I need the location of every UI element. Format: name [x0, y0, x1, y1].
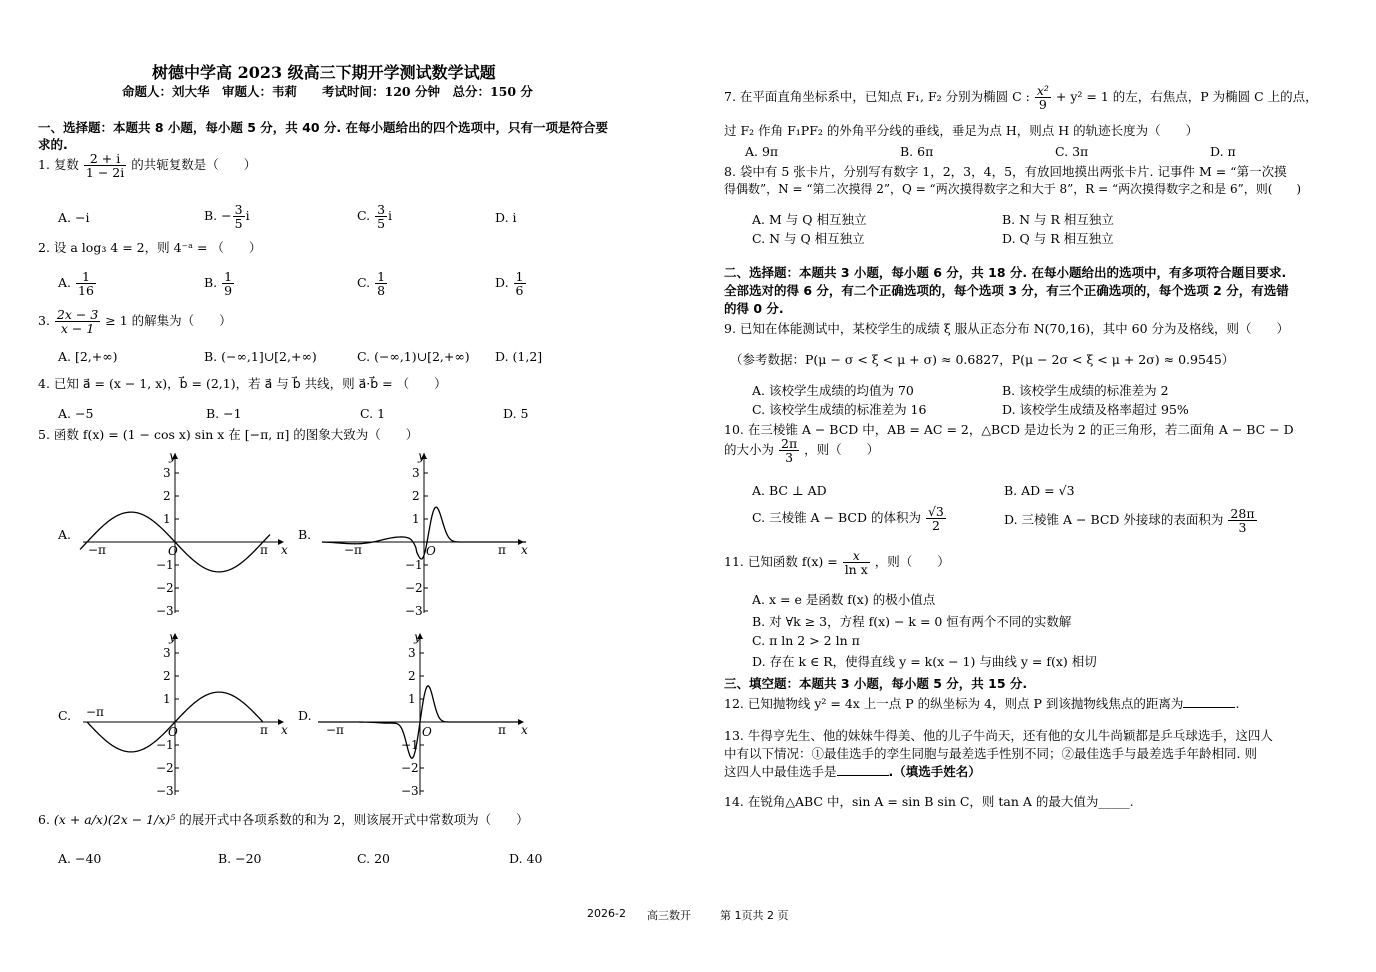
question-1 — [38, 152, 256, 179]
svg-text:1: 1 — [408, 692, 416, 706]
q5-label-b: B. — [298, 527, 312, 542]
svg-text:3: 3 — [412, 466, 420, 480]
q10-option-b: B. AD = √3 — [1004, 483, 1075, 498]
question-13-cont2: 这四人中最佳选手是 .（填选手姓名） — [724, 764, 981, 779]
svg-text:π: π — [260, 723, 268, 737]
tick-3: 3 — [163, 466, 171, 480]
q3-fraction: $\frac{2x - 3}{x - 1}$ — [56, 307, 99, 337]
q5-graph-c — [78, 630, 298, 800]
q3-option-d: D. (1,2] — [495, 349, 543, 364]
question-2: 2. 设 a log₃ 4 = 2，则 4⁻ᵃ = （ ） — [38, 240, 262, 255]
svg-text:O: O — [168, 725, 178, 739]
question-12: 12. 已知抛物线 y² = 4x 上一点 P 的纵坐标为 4，则点 P 到该抛物线焦点的距离为 . — [724, 696, 1240, 711]
question-10-cont: 的大小为 $\frac{2\pi}{3}$ ，则（ ） — [724, 436, 880, 466]
q6-option-b: B. −20 — [218, 851, 262, 866]
tick-m1: −1 — [156, 558, 174, 572]
q9-option-b: B. 该校学生成绩的标准差为 2 — [1002, 383, 1169, 398]
svg-text:x: x — [281, 723, 288, 737]
q5-graph-d — [318, 630, 538, 800]
q8-option-d: D. Q 与 R 相互独立 — [1002, 231, 1114, 246]
svg-text:−π: −π — [86, 705, 104, 719]
svg-text:1: 1 — [412, 512, 420, 526]
q10-option-d: D. 三棱锥 A − BCD 外接球的表面积为 $\frac{28\pi}{3}$ — [1004, 506, 1255, 536]
q6-option-c: C. 20 — [357, 851, 390, 866]
tick-1: 1 — [163, 512, 171, 526]
q6-option-a: A. −40 — [58, 851, 102, 866]
q8-option-c: C. N 与 Q 相互独立 — [752, 231, 865, 246]
footer-course: 高三数开 — [647, 909, 691, 922]
question-3: 3. $\frac{2x - 3}{x - 1}$ ≥ 1 的解集为（ ） — [38, 307, 232, 337]
q10-option-c: C. 三棱锥 A − BCD 的体积为 $\frac{√3}{2}$ — [752, 504, 944, 534]
svg-text:π: π — [498, 543, 506, 557]
q6-expression: (x + a/x)(2x − 1/x)⁵ — [53, 812, 176, 827]
q11-option-c: C. π ln 2 > 2 ln π — [752, 633, 860, 648]
svg-text:O: O — [422, 725, 432, 739]
q10-option-a: A. BC ⊥ AD — [752, 483, 827, 498]
q1-option-a: A. −i — [58, 210, 90, 225]
q12-answer-blank[interactable] — [1183, 697, 1235, 708]
svg-text:−3: −3 — [405, 604, 423, 618]
svg-text:−1: −1 — [156, 738, 174, 752]
q1-prefix: 1. 复数 — [38, 157, 79, 173]
question-7: 7. 在平面直角坐标系中，已知点 F₁, F₂ 分别为椭圆 C : $\frac{\text{x²}}{9}$ + y² = 1 的左，右焦点，P 为椭圆 C 上的点， — [724, 83, 1318, 113]
question-13: 13. 牛得亨先生、他的妹妹牛得美、他的儿子牛尚天，还有他的女儿牛尚颖都是乒乓球选手，这四人 — [724, 728, 1273, 743]
q9-reference: （参考数据：P(μ − σ < ξ < μ + σ) ≈ 0.6827，P(μ − 2σ < ξ < μ + 2σ) ≈ 0.9545） — [730, 352, 1235, 367]
svg-text:y: y — [414, 630, 421, 644]
q1-suffix: 的共轭复数是（ ） — [131, 157, 257, 173]
q1-option-d: D. i — [495, 210, 517, 225]
question-8-cont: 得偶数”，N = “第二次摸得 2”，Q = “两次摸得数字之和大于 8”，R = “两次摸得数字之和是 6”，则( ) — [724, 182, 1302, 196]
q7-option-b: B. 6π — [900, 144, 934, 159]
q8-option-a: A. M 与 Q 相互独立 — [752, 212, 867, 227]
svg-text:−3: −3 — [156, 784, 174, 798]
q5-label-c: C. — [58, 708, 72, 723]
q9-option-d: D. 该校学生成绩及格率超过 95% — [1002, 402, 1189, 417]
question-10: 10. 在三棱锥 A − BCD 中，AB = AC = 2，△BCD 是边长为 2 的正三角形，若二面角 A − BC − D — [724, 422, 1294, 437]
question-4: 4. 已知 a⃗ = (x − 1, x)，b⃗ = (2,1)，若 a⃗ 与 b⃗ 共线，则 a⃗·b⃗ = （ ） — [38, 376, 447, 391]
svg-text:2: 2 — [163, 669, 171, 683]
question-14: 14. 在锐角△ABC 中，sin A = sin B sin C，则 tan A 的最大值为_____. — [724, 794, 1134, 809]
svg-text:x: x — [521, 723, 528, 737]
svg-text:2: 2 — [412, 489, 420, 503]
q4-option-c: C. 1 — [360, 406, 386, 421]
tick-2: 2 — [163, 489, 171, 503]
section2-heading: 二、选择题：本题共 3 小题，每小题 6 分，共 18 分. 在每小题给出的选项中，有多项符合题目要求. — [724, 265, 1287, 280]
question-11: 11. 已知函数 f(x) = $\frac{x}{\text{ln x}}$ ，则（ ） — [724, 548, 950, 578]
question-5: 5. 函数 f(x) = (1 − cos x) sin x 在 [−π, π] 的图象大致为（ ） — [38, 427, 419, 442]
section1-heading: 一、选择题：本题共 8 小题，每小题 5 分，共 40 分. 在每小题给出的四个选项中，只有一项是符合要 — [38, 120, 609, 135]
q1-fraction: $\frac{2 + i}{1 - 2i}$ — [85, 151, 125, 181]
svg-text:−π: −π — [326, 723, 344, 737]
section3-heading: 三、填空题：本题共 3 小题，每小题 5 分，共 15 分. — [724, 676, 1028, 691]
q5-graph-a — [78, 448, 298, 618]
q3-option-b: B. (−∞,1]∪[2,+∞) — [204, 349, 317, 364]
svg-text:−2: −2 — [401, 761, 419, 775]
svg-text:x: x — [521, 543, 528, 557]
svg-text:y: y — [169, 630, 176, 644]
svg-text:O: O — [426, 544, 436, 558]
question-6: 6. (x + a/x)(2x − 1/x)⁵ 的展开式中各项系数的和为 2，则该展开式中常数项为（ ） — [38, 812, 529, 827]
page-title: 树德中学高 2023 级高三下期开学测试数学试题 — [152, 63, 496, 82]
svg-text:3: 3 — [163, 646, 171, 660]
section1-heading-cont: 求的. — [38, 137, 68, 152]
q5-label-d: D. — [298, 708, 312, 723]
svg-text:π: π — [498, 723, 506, 737]
x-label: x — [281, 543, 288, 557]
q7-option-c: C. 3π — [1055, 144, 1089, 159]
question-8: 8. 袋中有 5 张卡片，分别写有数字 1，2，3，4，5，有放回地摸出两张卡片. 记事件 M = “第一次摸 — [724, 164, 1287, 179]
q1-option-c: C. $\frac{3}{5}$ i — [357, 202, 393, 232]
q11-option-d: D. 存在 k ∈ R，使得直线 y = k(x − 1) 与曲线 y = f(x) 相切 — [752, 654, 1097, 669]
svg-text:y: y — [418, 449, 425, 463]
q3-option-c: C. (−∞,1)∪[2,+∞) — [357, 349, 470, 364]
svg-text:3: 3 — [408, 646, 416, 660]
svg-text:−1: −1 — [401, 738, 419, 752]
q8-option-b: B. N 与 R 相互独立 — [1002, 212, 1114, 227]
q2-option-c: C. $\frac{1}{8}$ — [357, 269, 386, 299]
q6-option-d: D. 40 — [509, 851, 543, 866]
tick-m3: −3 — [156, 604, 174, 618]
q9-option-a: A. 该校学生成绩的均值为 70 — [752, 383, 914, 398]
footer-page: 第 1页共 2 页 — [720, 909, 789, 922]
exam-info: 命题人：刘大华 审题人：韦莉 考试时间：120 分钟 总分：150 分 — [122, 84, 533, 99]
question-9: 9. 已知在体能测试中，某校学生的成绩 ξ 服从正态分布 N(70,16)，其中 60 分为及格线，则（ ） — [724, 321, 1290, 336]
svg-text:−3: −3 — [401, 784, 419, 798]
q2-option-b: B. $\frac{1}{9}$ — [204, 269, 233, 299]
q7-option-a: A. 9π — [745, 144, 779, 159]
q1-option-b: B. − $\frac{3}{5}$ i — [204, 202, 250, 232]
section2-heading-cont: 全部选对的得 6 分，有二个正确选项的，每个选项 3 分，有三个正确选项的，每个选项 2 分，有选错 — [724, 283, 1289, 298]
question-7-cont: 过 F₂ 作角 F₁PF₂ 的外角平分线的垂线，垂足为点 H，则点 H 的轨迹长度为（ ） — [724, 123, 1199, 138]
q2-option-a: A. $\frac{1}{16}$ — [58, 269, 94, 299]
q11-option-b: B. 对 ∀k ≥ 3，方程 f(x) − k = 0 恒有两个不同的实数解 — [752, 614, 1072, 629]
svg-text:1: 1 — [163, 692, 171, 706]
q13-answer-blank[interactable] — [837, 765, 889, 776]
tick-m2: −2 — [156, 581, 174, 595]
y-label: y — [169, 449, 176, 463]
q4-option-b: B. −1 — [206, 406, 242, 421]
q5-label-a: A. — [58, 527, 72, 542]
section2-heading-cont2: 的得 0 分. — [724, 301, 784, 316]
q5-graph-b — [318, 448, 538, 618]
neg-pi-label: −π — [88, 543, 106, 557]
svg-text:2: 2 — [408, 669, 416, 683]
q4-option-a: A. −5 — [58, 406, 94, 421]
q9-option-c: C. 该校学生成绩的标准差为 16 — [752, 402, 927, 417]
svg-text:−2: −2 — [156, 761, 174, 775]
q4-option-d: D. 5 — [503, 406, 529, 421]
svg-text:−1: −1 — [405, 558, 423, 572]
q11-option-a: A. x = e 是函数 f(x) 的极小值点 — [752, 592, 936, 607]
q3-option-a: A. [2,+∞) — [58, 349, 118, 364]
pi-label: π — [260, 543, 268, 557]
q7-option-d: D. π — [1210, 144, 1236, 159]
q2-option-d: D. $\frac{1}{6}$ — [495, 269, 524, 299]
footer-date: 2026-2 — [587, 907, 626, 920]
svg-text:−π: −π — [344, 543, 362, 557]
question-13-cont: 中有以下情况：①最佳选手的孪生同胞与最差选手性别不同；②最佳选手与最差选手年龄相同. 则 — [724, 746, 1257, 761]
origin-label: O — [168, 544, 178, 558]
svg-text:−2: −2 — [405, 581, 423, 595]
